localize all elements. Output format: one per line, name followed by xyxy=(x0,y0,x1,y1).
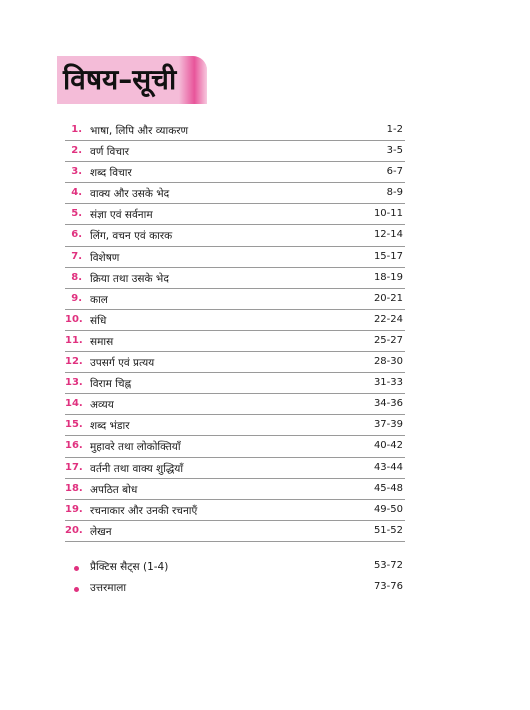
toc-entry[interactable] xyxy=(65,225,405,246)
toc-entry[interactable] xyxy=(65,436,405,457)
page-range: 43-44 xyxy=(373,461,403,473)
toc-entry[interactable] xyxy=(65,204,405,225)
chapter-number: 17. xyxy=(65,461,83,473)
toc-entry[interactable] xyxy=(65,162,405,183)
chapter-title: संज्ञा एवं सर्वनाम xyxy=(90,209,153,222)
page-range: 31-33 xyxy=(373,377,403,389)
table-of-contents xyxy=(65,120,405,542)
chapter-title: शब्द भंडार xyxy=(90,420,130,433)
bullet-icon xyxy=(74,566,79,571)
appendix-entry[interactable] xyxy=(65,577,405,598)
chapter-number: 11. xyxy=(65,334,83,346)
page-range: 22-24 xyxy=(373,313,403,325)
chapter-title: शब्द विचार xyxy=(90,167,132,180)
chapter-title: क्रिया तथा उसके भेद xyxy=(90,272,169,285)
chapter-number: 20. xyxy=(65,524,83,536)
chapter-title: विराम चिह्न xyxy=(90,378,132,391)
appendix-list xyxy=(65,556,405,598)
page-range: 1-2 xyxy=(386,124,403,135)
appendix-title: प्रैक्टिस सैट्स (1-4) xyxy=(90,561,169,573)
page-range: 10-11 xyxy=(373,208,403,220)
toc-entry[interactable] xyxy=(65,183,405,204)
page-range: 3-5 xyxy=(386,145,403,157)
toc-entry[interactable] xyxy=(65,310,405,331)
chapter-number: 19. xyxy=(65,503,83,515)
chapter-title: वर्तनी तथा वाक्य शुद्धियाँ xyxy=(90,462,184,475)
chapter-number: 3. xyxy=(71,166,82,178)
chapter-number: 8. xyxy=(71,271,82,283)
page-range: 15-17 xyxy=(373,250,403,262)
chapter-number: 18. xyxy=(65,482,83,494)
chapter-number: 14. xyxy=(65,398,83,410)
toc-entry[interactable] xyxy=(65,394,405,415)
page-range: 18-19 xyxy=(373,271,403,283)
page-range: 51-52 xyxy=(373,524,403,536)
chapter-number: 4. xyxy=(71,187,82,199)
page-range: 34-36 xyxy=(373,398,403,410)
page-range: 37-39 xyxy=(373,419,403,431)
page-range: 6-7 xyxy=(386,166,403,178)
chapter-number: 2. xyxy=(71,145,82,157)
chapter-title: संधि xyxy=(90,314,107,327)
bullet-icon xyxy=(74,587,79,592)
page-range: 20-21 xyxy=(373,292,403,304)
appendix-title: उत्तरमाला xyxy=(90,582,127,594)
toc-entry[interactable] xyxy=(65,331,405,352)
chapter-number: 10. xyxy=(65,313,83,325)
appendix-entry[interactable] xyxy=(65,556,405,577)
chapter-title: उपसर्ग एवं प्रत्यय xyxy=(90,357,155,370)
page-range: 25-27 xyxy=(373,334,403,346)
toc-entry[interactable] xyxy=(65,141,405,162)
chapter-title: भाषा, लिपि और व्याकरण xyxy=(90,125,189,137)
page-range: 49-50 xyxy=(373,503,403,515)
page-range: 12-14 xyxy=(373,229,403,241)
chapter-title: विशेषण xyxy=(90,251,120,264)
page-range: 8-9 xyxy=(386,187,403,199)
chapter-number: 12. xyxy=(65,356,83,368)
chapter-title: लिंग, वचन एवं कारक xyxy=(90,230,173,243)
toc-entry[interactable] xyxy=(65,521,405,542)
chapter-title: अव्यय xyxy=(90,399,114,412)
toc-entry[interactable] xyxy=(65,120,405,141)
toc-entry[interactable] xyxy=(65,352,405,373)
page-curl-decoration xyxy=(179,56,207,104)
toc-entry[interactable] xyxy=(65,373,405,394)
page-title: विषय–सूची xyxy=(63,63,177,96)
chapter-title: काल xyxy=(90,293,108,306)
chapter-number: 16. xyxy=(65,440,83,452)
page-range: 73-76 xyxy=(373,581,403,592)
page-range: 45-48 xyxy=(373,482,403,494)
chapter-title: रचनाकार और उनकी रचनाएँ xyxy=(90,504,198,517)
toc-entry[interactable] xyxy=(65,268,405,289)
toc-entry[interactable] xyxy=(65,479,405,500)
page-range: 28-30 xyxy=(373,356,403,368)
page-range: 53-72 xyxy=(373,560,403,571)
toc-entry[interactable] xyxy=(65,458,405,479)
chapter-number: 1. xyxy=(71,124,82,135)
chapter-number: 6. xyxy=(71,229,82,241)
chapter-title: वाक्य और उसके भेद xyxy=(90,188,170,201)
chapter-title: लेखन xyxy=(90,525,112,538)
toc-entry[interactable] xyxy=(65,247,405,268)
chapter-number: 15. xyxy=(65,419,83,431)
title-banner xyxy=(57,56,207,104)
chapter-number: 13. xyxy=(65,377,83,389)
chapter-title: मुहावरे तथा लोकोक्तियाँ xyxy=(90,441,181,454)
chapter-title: वर्ण विचार xyxy=(90,146,130,159)
chapter-title: समास xyxy=(90,335,114,348)
chapter-number: 5. xyxy=(71,208,82,220)
toc-entry[interactable] xyxy=(65,415,405,436)
chapter-number: 7. xyxy=(71,250,82,262)
toc-entry[interactable] xyxy=(65,289,405,310)
page-range: 40-42 xyxy=(373,440,403,452)
chapter-number: 9. xyxy=(71,292,82,304)
chapter-title: अपठित बोध xyxy=(90,483,138,496)
toc-entry[interactable] xyxy=(65,500,405,521)
